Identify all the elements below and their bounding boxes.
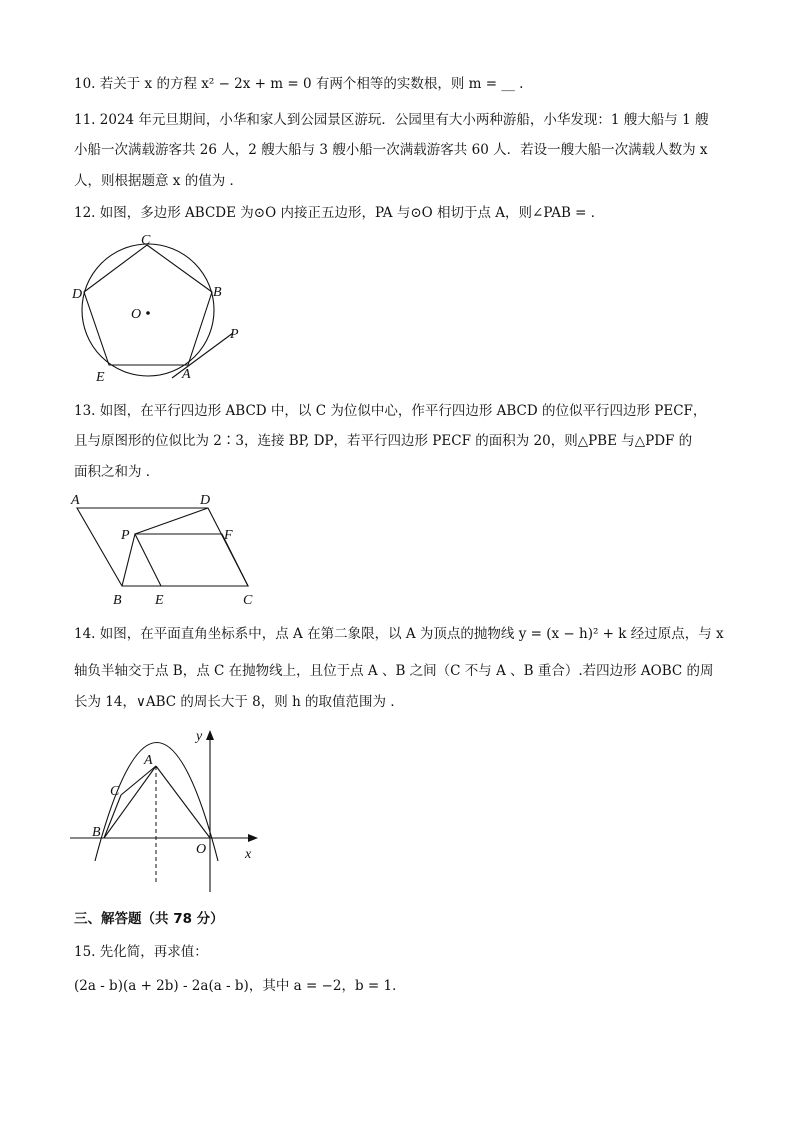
label-a: A <box>71 493 80 508</box>
pentagon-abcde <box>84 245 212 365</box>
q10-text: 10. 若关于 x 的方程 x² − 2x + m = 0 有两个相等的实数根，则 m = __ . <box>74 76 524 92</box>
q12-figure-pentagon-circle <box>60 228 260 388</box>
label-b: B <box>213 285 222 300</box>
label-b: B <box>113 593 122 608</box>
q12-text-end: ． <box>590 205 605 221</box>
q13-text-3-end: ． <box>145 464 160 480</box>
question-15-line-1 <box>74 942 724 962</box>
segment-dp <box>135 508 208 534</box>
q11-text-3: 人，则根据题意 x 的值为 <box>74 173 226 189</box>
x-axis-arrow-icon <box>248 834 258 842</box>
question-12 <box>74 203 724 225</box>
section-3-title-text: 三、解答题（共 78 分） <box>74 911 224 927</box>
label-x: x <box>245 847 252 862</box>
label-f: F <box>224 528 233 543</box>
q14-text-1: 14. 如图，在平面直角坐标系中，点 A 在第二象限，以 A 为顶点的抛物线 y = (x − h)² + k 经过原点，与 x <box>74 626 724 642</box>
label-p: P <box>121 528 130 543</box>
label-o: O <box>196 842 207 857</box>
question-14-line-3 <box>74 692 724 714</box>
q15-text-1: 15. 先化简，再求值： <box>74 944 208 960</box>
parallelogram-abcd <box>77 508 248 586</box>
question-13-line-2 <box>74 431 724 451</box>
question-11-line-3 <box>74 171 724 193</box>
label-o: O <box>131 307 142 322</box>
q15-expression: (2a - b)(a + 2b) - 2a(a - b)，其中 a = −2，b = 1． <box>74 978 406 994</box>
q11-text-2: 小船一次满载游客共 26 人，2 艘大船与 3 艘小船一次满载游客共 60 人．若设一艘大船一次满载人数为 x <box>74 142 708 158</box>
question-14-line-2 <box>74 661 724 681</box>
question-14-line-1 <box>74 624 724 644</box>
segment-ba <box>104 766 156 838</box>
q11-text-1: 11. 2024 年元旦期间，小华和家人到公园景区游玩．公园里有大小两种游船，小华发现：1 艘大船与 1 艘 <box>74 112 709 128</box>
question-11-line-2 <box>74 140 724 160</box>
question-10 <box>74 74 724 94</box>
label-p: P <box>230 327 239 342</box>
q11-text-3-end: ． <box>229 173 243 189</box>
y-axis-arrow-icon <box>206 730 214 740</box>
question-13-line-1 <box>74 401 724 421</box>
section-3-title <box>74 909 724 929</box>
label-c: C <box>141 233 151 248</box>
q13-figure-parallelograms <box>60 486 280 611</box>
label-e: E <box>96 370 105 385</box>
label-a: A <box>144 753 153 768</box>
label-c: C <box>110 784 120 799</box>
segment-ao <box>156 766 210 838</box>
label-d: D <box>72 287 83 302</box>
circle-o <box>82 244 214 376</box>
label-b: B <box>92 825 101 840</box>
label-c: C <box>243 593 253 608</box>
center-dot <box>146 311 150 315</box>
question-13-line-3 <box>74 462 724 484</box>
label-d: D <box>200 493 211 508</box>
q14-text-3: 长为 14，∨ABC 的周长大于 8，则 h 的取值范围为 <box>74 694 387 710</box>
q13-text-1: 13. 如图，在平行四边形 ABCD 中，以 C 为位似中心，作平行四边形 ABCD 的位似平行四边形 PECF， <box>74 403 707 419</box>
label-a: A <box>182 367 191 382</box>
question-11-line-1 <box>74 110 724 130</box>
q14-figure-parabola <box>60 722 280 897</box>
segment-bc <box>104 795 121 838</box>
label-e: E <box>155 593 164 608</box>
q13-text-3: 面积之和为 <box>74 464 142 480</box>
question-15-line-2 <box>74 976 724 996</box>
label-y: y <box>196 729 203 744</box>
q12-text: 12. 如图，多边形 ABCDE 为⊙O 内接正五边形，PA 与⊙O 相切于点 A，则∠PAB = <box>74 205 587 221</box>
q14-text-3-end: ． <box>390 694 404 710</box>
q13-text-2: 且与原图形的位似比为 2∶3，连接 BP, DP，若平行四边形 PECF 的面积为 20，则△PBE 与△PDF 的 <box>74 433 693 449</box>
q14-text-2: 轴负半轴交于点 B，点 C 在抛物线上，且位于点 A 、B 之间（C 不与 A 、B 重合）.若四边形 AOBC 的周 <box>74 663 714 679</box>
